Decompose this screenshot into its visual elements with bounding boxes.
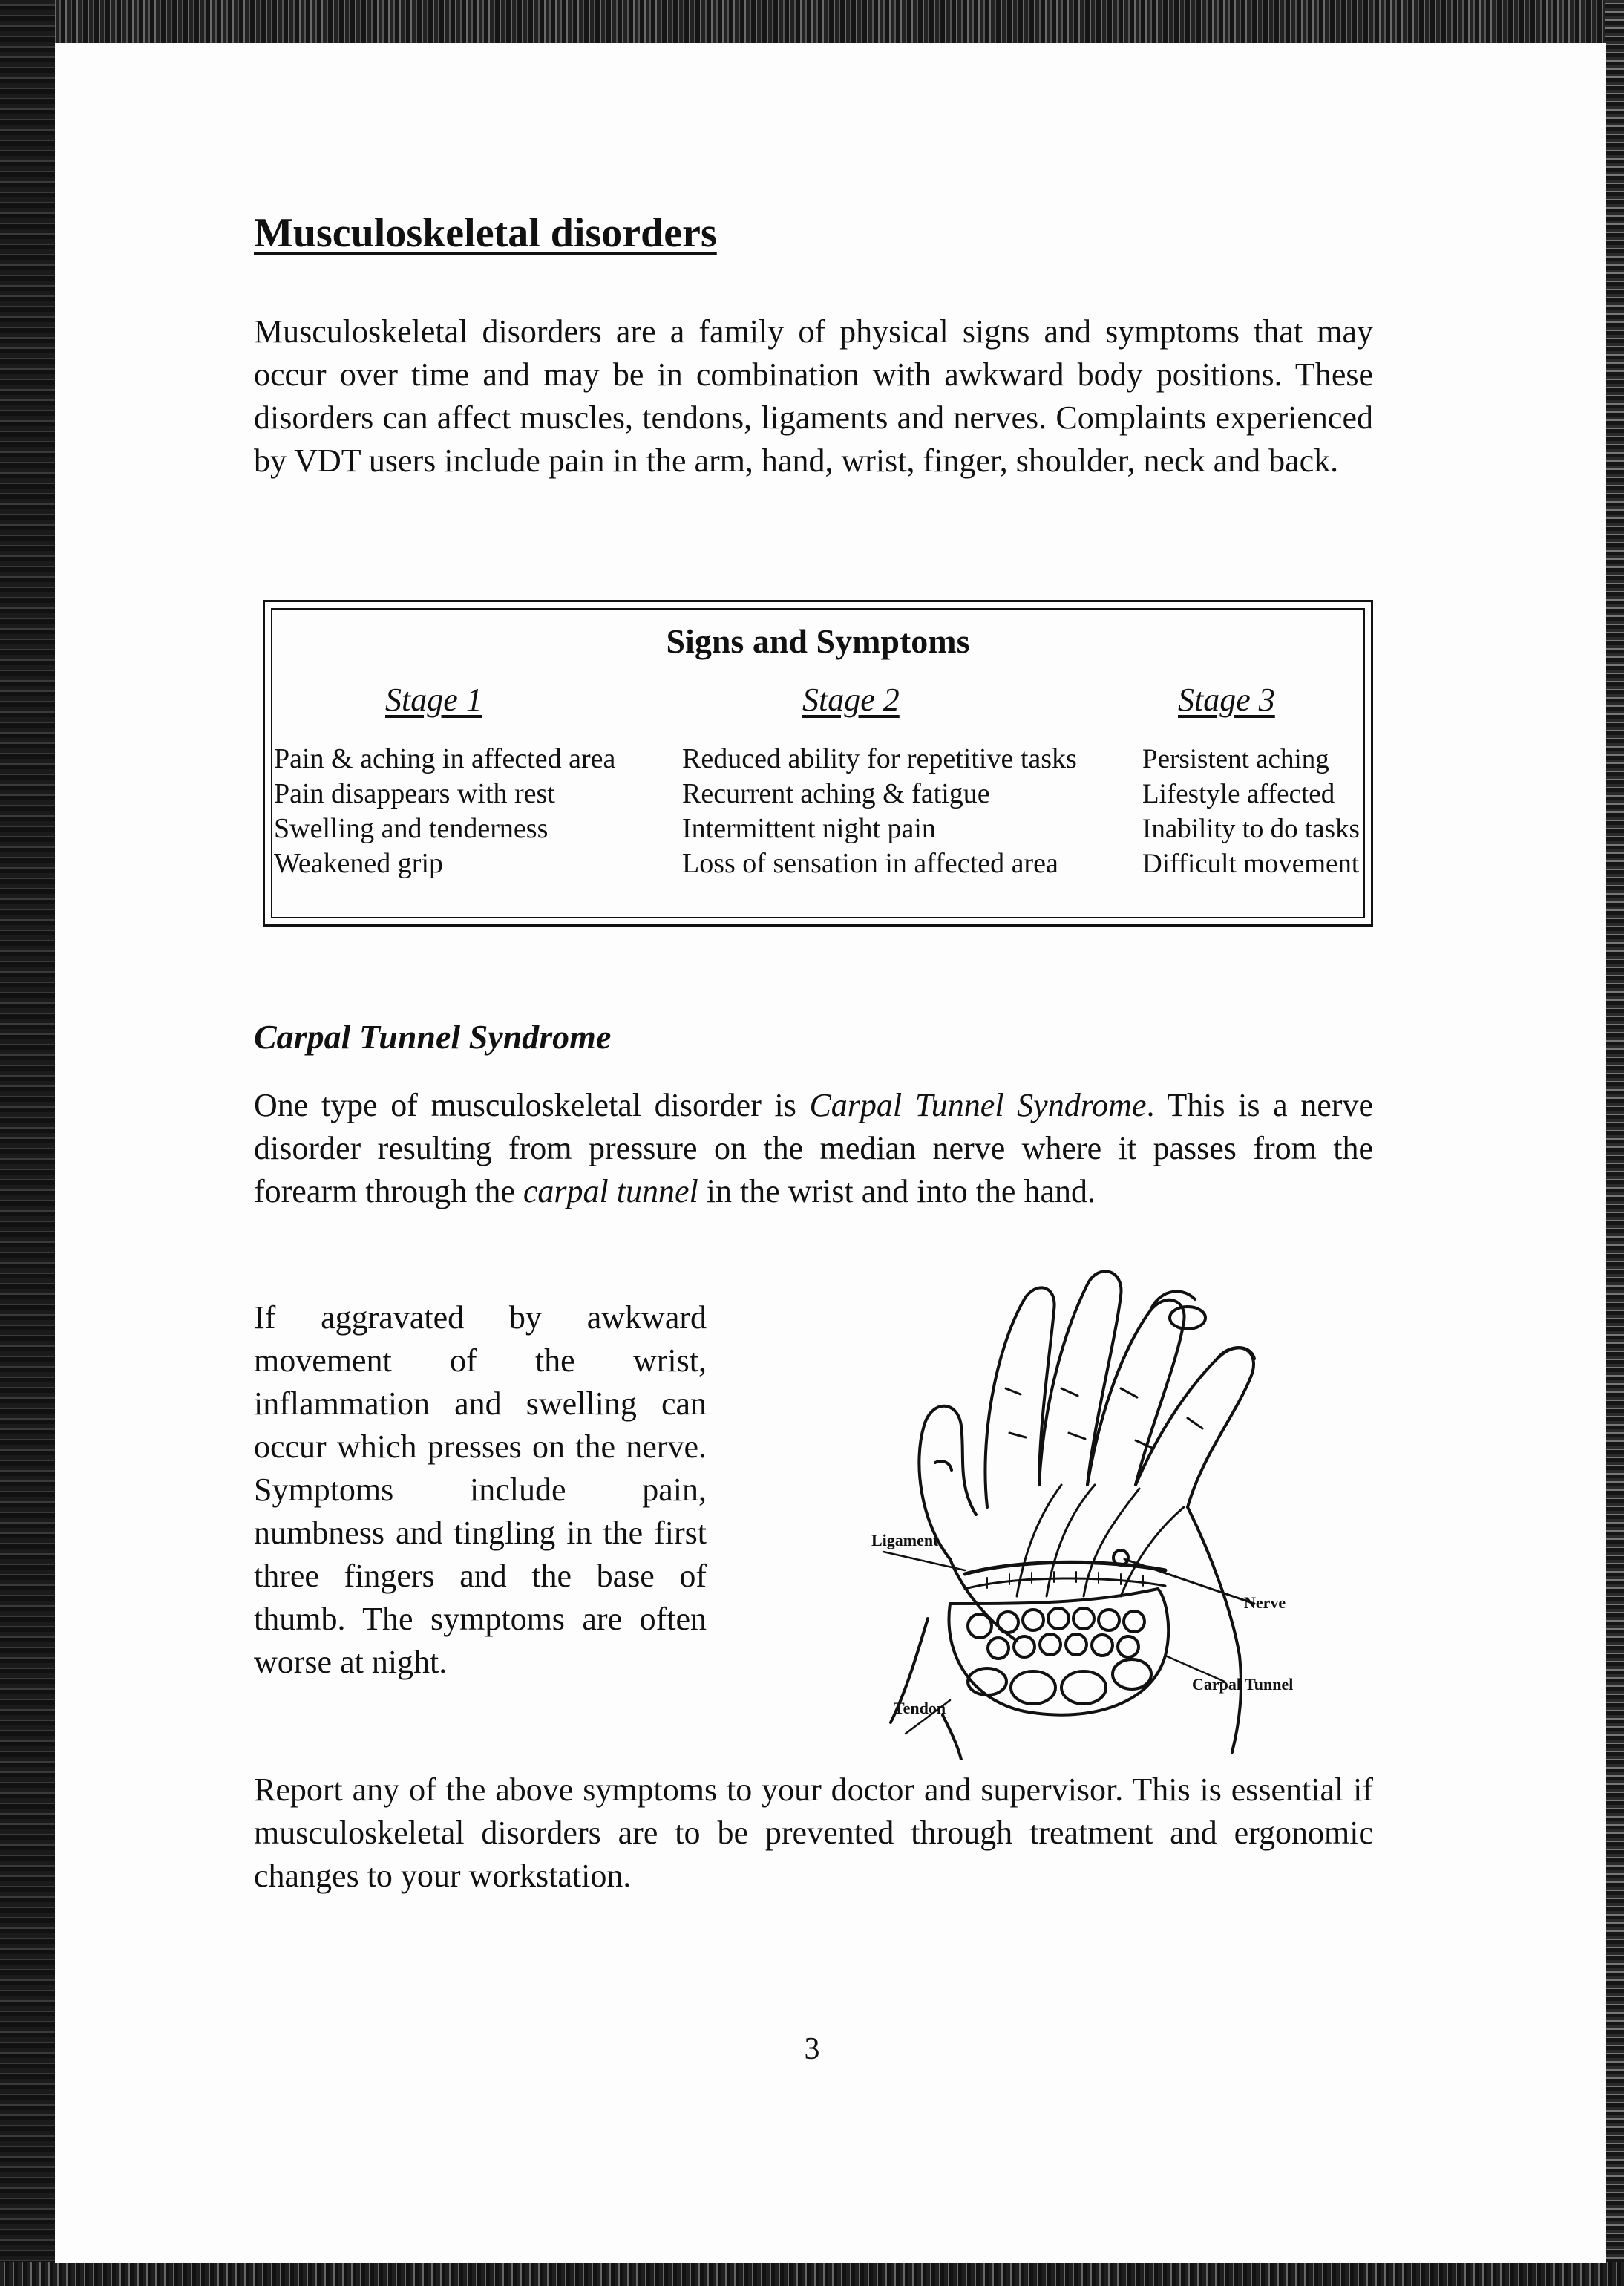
list-item: Swelling and tenderness — [274, 813, 549, 844]
label-carpal-tunnel: Carpal Tunnel — [1192, 1675, 1294, 1694]
stage-3-list — [1142, 742, 1360, 881]
symptoms-paragraph: If aggravated by awkward movement of the wrist, inflammation and swelling can occur which presses on the nerve. Symptoms include pain, numbness and tingling in the first three fingers and the base of thumb. The symptoms are often worse at night. — [254, 1299, 707, 1680]
scan-border-left — [0, 0, 55, 2286]
term-carpal-tunnel: carpal tunnel — [523, 1173, 698, 1209]
text-run: One type of musculoskeletal disorder is — [254, 1087, 810, 1123]
carpal-tunnel-illustration — [839, 1240, 1329, 1760]
label-tendon: Tendon — [894, 1699, 946, 1717]
scan-border-right — [1605, 0, 1624, 2286]
page-title: Musculoskeletal disorders — [254, 210, 717, 256]
section-heading-carpal-tunnel: Carpal Tunnel Syndrome — [254, 1018, 612, 1056]
list-item: Reduced ability for repetitive tasks — [682, 743, 1077, 774]
label-ligament: Ligament — [871, 1531, 939, 1549]
stage-3-heading: Stage 3 — [1178, 682, 1275, 718]
label-nerve: Nerve — [1244, 1593, 1286, 1612]
stage-1-list — [274, 742, 615, 881]
scan-border-top — [0, 0, 1624, 43]
signs-symptoms-table — [263, 600, 1373, 927]
list-item: Pain disappears with rest — [274, 778, 555, 809]
stage-1-heading: Stage 1 — [385, 682, 482, 718]
list-item: Loss of sensation in affected area — [682, 848, 1058, 879]
text-run: . This is a nerve disorder resulting from pressure on the median nerve where it passes from the forearm through the — [254, 1087, 1373, 1209]
scan-border-bottom — [0, 2262, 1624, 2286]
term-carpal-tunnel-syndrome: Carpal Tunnel Syndrome — [809, 1087, 1147, 1123]
table-title: Signs and Symptoms — [666, 622, 970, 660]
list-item: Intermittent night pain — [682, 813, 936, 844]
list-item: Recurrent aching & fatigue — [682, 778, 990, 809]
text-run: in the wrist and into the hand. — [698, 1173, 1096, 1209]
list-item: Pain & aching in affected area — [274, 743, 616, 774]
list-item: Inability to do tasks — [1142, 814, 1360, 844]
list-item: Persistent aching — [1142, 744, 1329, 774]
table-inner-frame — [271, 608, 1365, 918]
list-item: Lifestyle affected — [1142, 779, 1335, 809]
report-paragraph: Report any of the above symptoms to your doctor and supervisor. This is essential if musculoskeletal disorders are to be prevented through treatment and ergonomic changes to your workstation. — [254, 1771, 1373, 1894]
stage-2-heading: Stage 2 — [802, 682, 900, 718]
carpal-tunnel-paragraph — [254, 1084, 1373, 1213]
stage-2-list — [682, 742, 1077, 881]
list-item: Difficult movement — [1142, 849, 1360, 879]
intro-paragraph: Musculoskeletal disorders are a family of physical signs and symptoms that may occur over time and may be in combination with awkward body positions. These disorders can affect muscles, tendons, ligaments and nerves. Complaints experienced by VDT users include pain in the arm, hand, wrist, finger, shoulder, neck and back. — [254, 313, 1373, 479]
page-number: 3 — [804, 2032, 820, 2066]
list-item: Weakened grip — [274, 848, 443, 879]
